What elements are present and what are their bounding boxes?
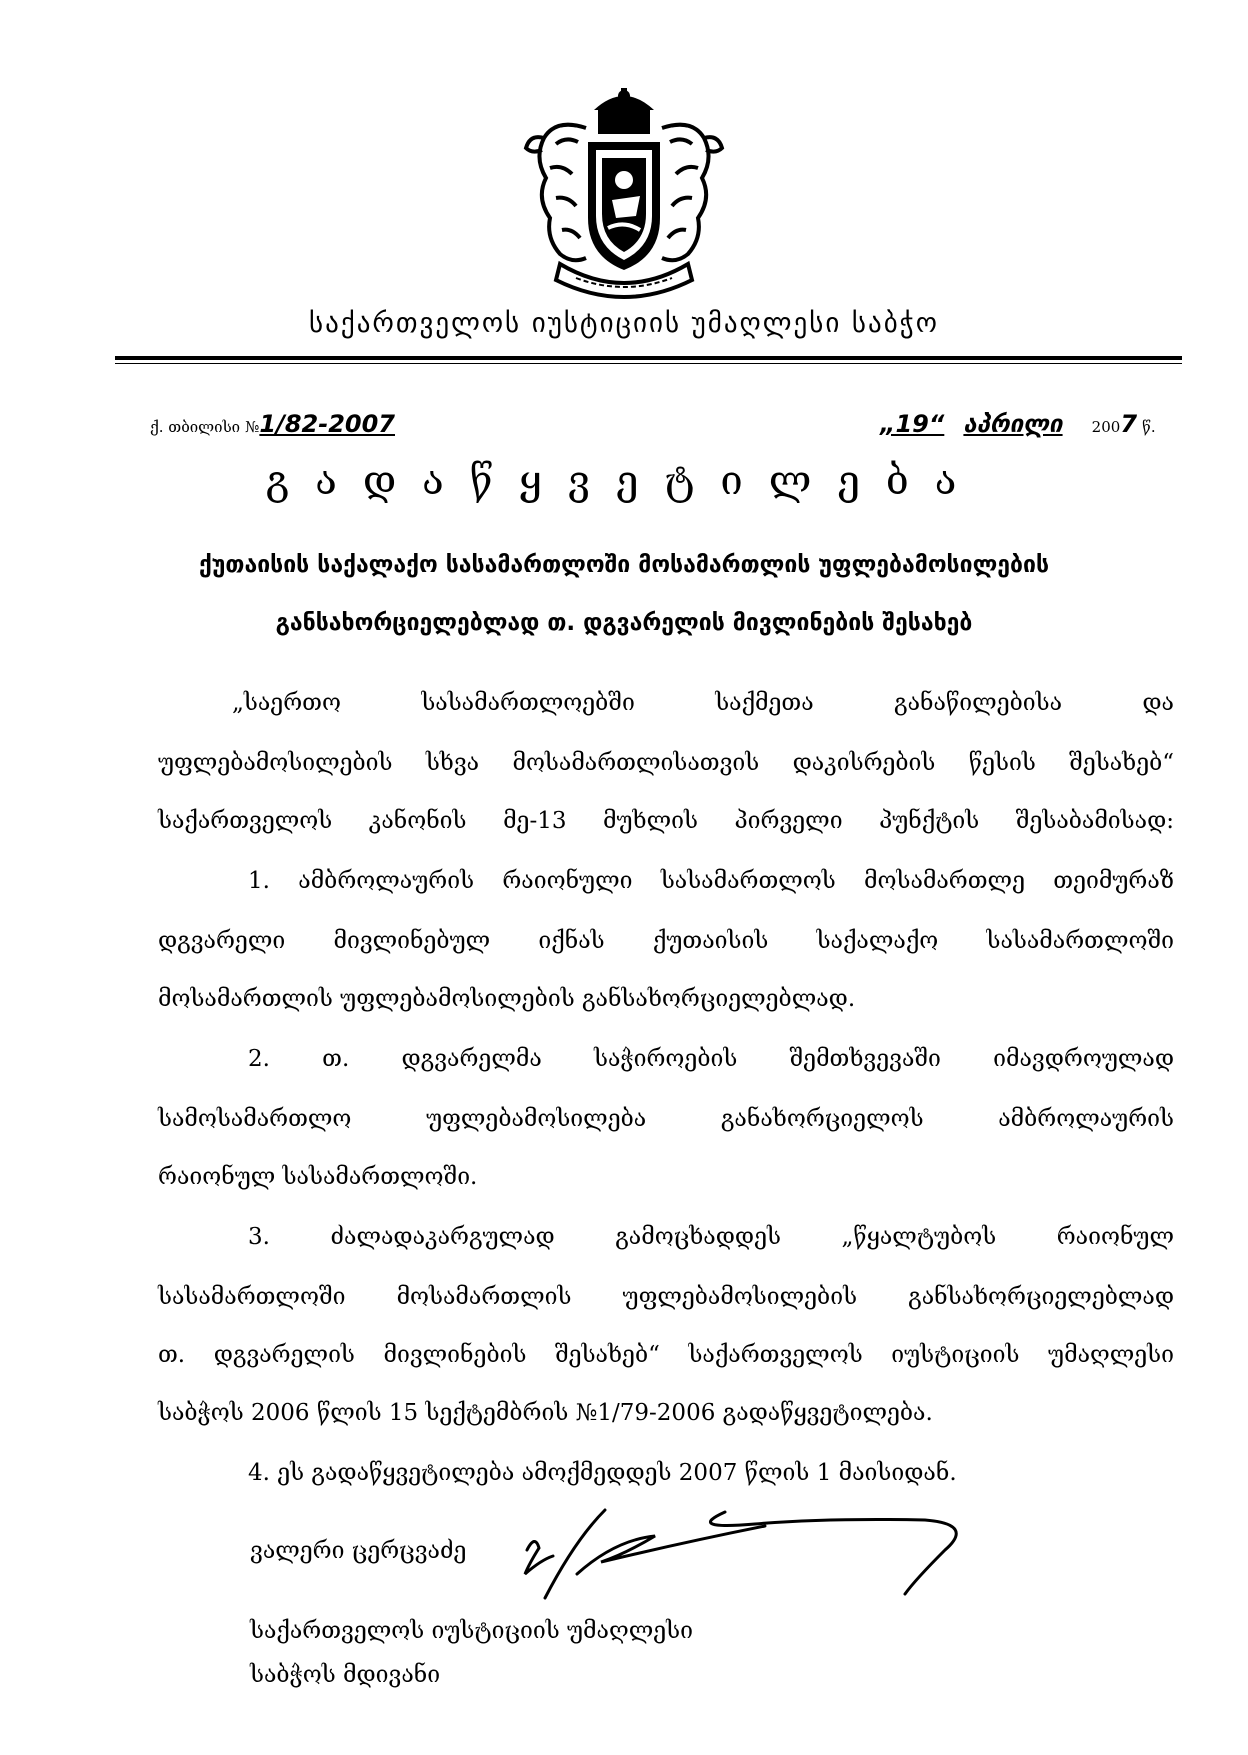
- body-line: 3. ძალადაკარგულად გამოცხადდეს „წყალტუბოს რაიონულ: [248, 1224, 1174, 1250]
- body-line: რაიონულ სასამართლოში.: [158, 1164, 478, 1190]
- date-day: „19“: [880, 410, 945, 438]
- body-line: სამოსამართლო უფლებამოსილება განახორციელოს ამბროლაურის: [158, 1106, 1174, 1132]
- signer-name: ვალერი ცერცვაძე: [250, 1538, 467, 1564]
- header-rule-thick: [115, 356, 1182, 360]
- body-line: საბჭოს 2006 წლის 15 სექტემბრის №1/79-2006 გადაწყვეტილება.: [158, 1400, 933, 1426]
- body-line: დგვარელი მივლინებულ იქნას ქუთაისის საქალაქო სასამართლოში: [158, 928, 1174, 954]
- document-type-title: გადაწყვეტილება: [265, 458, 983, 504]
- date-year-digit: 7: [1120, 410, 1138, 438]
- signer-role-line-2: საბჭოს მდივანი: [250, 1662, 441, 1688]
- date-year-prefix: 200: [1091, 418, 1121, 436]
- right-lion-icon: [662, 125, 722, 261]
- body-line: უფლებამოსილების სხვა მოსამართლისათვის დაკისრების წესის შესახებ“: [158, 750, 1174, 776]
- body-line: სასამართლოში მოსამართლის უფლებამოსილების განსახორციელებლად: [158, 1284, 1174, 1310]
- council-name: საქართველოს იუსტიციის უმაღლესი საბჭო: [309, 308, 939, 339]
- body-line: საქართველოს კანონის მე-13 მუხლის პირველი პუნქტის შესაბამისად:: [158, 808, 1174, 834]
- body-line: 1. ამბროლაურის რაიონული სასამართლოს მოსამართლე თეიმურაზ: [248, 868, 1174, 894]
- header-rule-thin: [115, 363, 1182, 364]
- heading-line-1: ქუთაისის საქალაქო სასამართლოში მოსამართლის უფლებამოსილების: [198, 552, 1050, 578]
- handwritten-signature: [505, 1490, 985, 1605]
- body-line: 2. თ. დგვარელმა საჭიროების შემთხვევაში იმავდროულად: [248, 1046, 1174, 1072]
- city-label: ქ. თბილისი: [150, 418, 241, 436]
- number-sign: №: [245, 418, 260, 436]
- body-line: „საერთო სასამართლოებში საქმეთა განაწილებისა და: [232, 690, 1174, 716]
- city-and-number: [150, 410, 395, 438]
- document-number: 1/82-2007: [259, 410, 395, 438]
- left-lion-icon: [526, 125, 586, 261]
- crown-icon: [594, 88, 654, 134]
- body-line: 4. ეს გადაწყვეტილება ამოქმედდეს 2007 წლის 1 მაისიდან.: [248, 1460, 957, 1486]
- coat-of-arms-emblem: [516, 88, 732, 300]
- heading-line-2: განსახორციელებლად თ. დგვარელის მივლინების შესახებ: [275, 610, 973, 636]
- date-month: აპრილი: [963, 410, 1063, 438]
- body-line: მოსამართლის უფლებამოსილების განსახორციელებლად.: [158, 986, 856, 1012]
- document-date: [880, 410, 1156, 438]
- date-suffix: წ.: [1142, 418, 1156, 436]
- signer-role-line-1: საქართველოს იუსტიციის უმაღლესი: [250, 1618, 693, 1644]
- body-line: თ. დგვარელის მივლინების შესახებ“ საქართველოს იუსტიციის უმაღლესი: [158, 1342, 1174, 1368]
